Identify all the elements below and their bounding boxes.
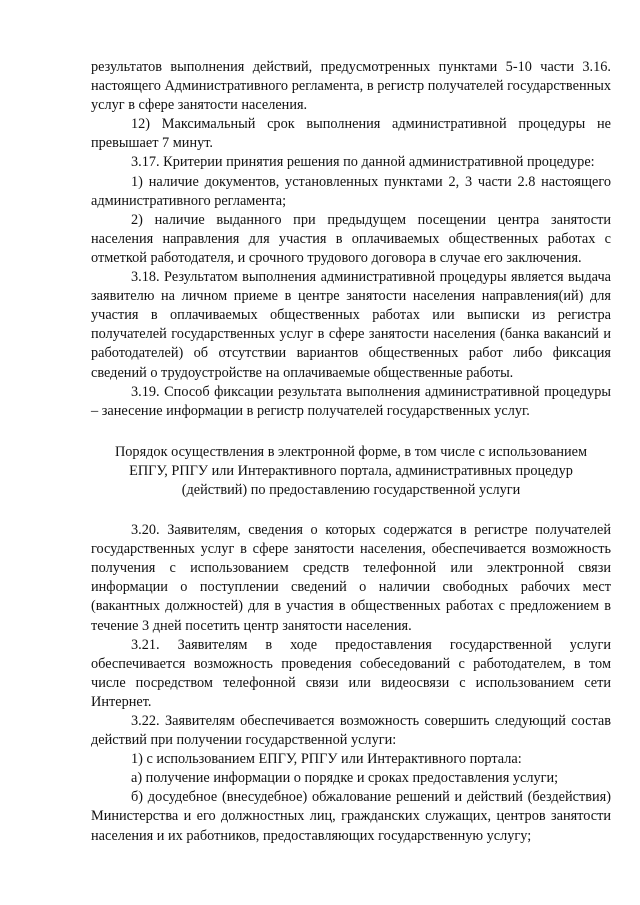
section-before-heading [91, 58, 611, 421]
paragraph: 3.19. Способ фиксации результата выполнения административной процедуры – занесение информации в регистр получателей государственных услуг. [91, 383, 611, 419]
section-after-heading [91, 521, 611, 846]
paragraph: а) получение информации о порядке и сроках предоставления услуги; [131, 770, 559, 787]
heading-line: ЕПГУ, РПГУ или Интерактивного портала, административных процедур [129, 462, 573, 479]
paragraph: 3.18. Результатом выполнения административной процедуры является выдача заявителю на личном приеме в центре занятости населения направления(ий) для участия в оплачиваемых общественных работах или выписки из регистра получателей государственных услуг в сфере занятости населения (банка вакансий и работодателей) об отсутствии вариантов общественных работ либо фиксация сведений о трудоустройстве на оплачиваемые общественные работы. [91, 269, 611, 381]
paragraph: результатов выполнения действий, предусмотренных пунктами 5-10 части 3.16. настоящего Административного регламента, в регистр получателей государственных услуг в сфере занятости населения. [91, 59, 611, 114]
paragraph: 3.20. Заявителям, сведения о которых содержатся в регистре получателей государственных услуг в сфере занятости населения, обеспечивается возможность получения с использованием средств телефонной или электронной связи информации о поступлении сведений о наличии свободных рабочих мест (вакантных должностей) для в участия в общественных работах с предложением в течение 3 дней посетить центр занятости населения. [91, 522, 611, 634]
paragraph: 1) наличие документов, установленных пунктами 2, 3 части 2.8 настоящего административного регламента; [91, 173, 611, 209]
spacer [91, 421, 611, 443]
section-heading [91, 443, 611, 500]
heading-line: Порядок осуществления в электронной форме, в том числе с использованием [114, 443, 588, 460]
paragraph: 1) с использованием ЕПГУ, РПГУ или Интерактивного портала: [131, 751, 522, 768]
paragraph: 12) Максимальный срок выполнения административной процедуры не превышает 7 минут. [91, 116, 611, 152]
heading-line: (действий) по предоставлению государственной услуги [181, 481, 521, 498]
paragraph: 3.21. Заявителям в ходе предоставления государственной услуги обеспечивается возможность проведения собеседований с работодателем, в том числе посредством телефонной связи или видеосвязи с использованием сети Интернет. [91, 636, 611, 710]
paragraph: 3.17. Критерии принятия решения по данной административной процедуре: [131, 154, 595, 171]
paragraph: 3.22. Заявителям обеспечивается возможность совершить следующий состав действий при получении государственной услуги: [91, 713, 611, 749]
paragraph: 2) наличие выданного при предыдущем посещении центра занятости населения направления для участия в оплачиваемых общественных работах с отметкой работодателя, и срочного трудового договора в случае его заключения. [91, 211, 611, 266]
paragraph: б) досудебное (внесудебное) обжалование решений и действий (бездействия) Министерства и его должностных лиц, гражданских служащих, центров занятости населения и их работников, предоставляющих государственную услугу; [91, 789, 611, 844]
spacer [91, 500, 611, 521]
document-page [91, 58, 611, 846]
